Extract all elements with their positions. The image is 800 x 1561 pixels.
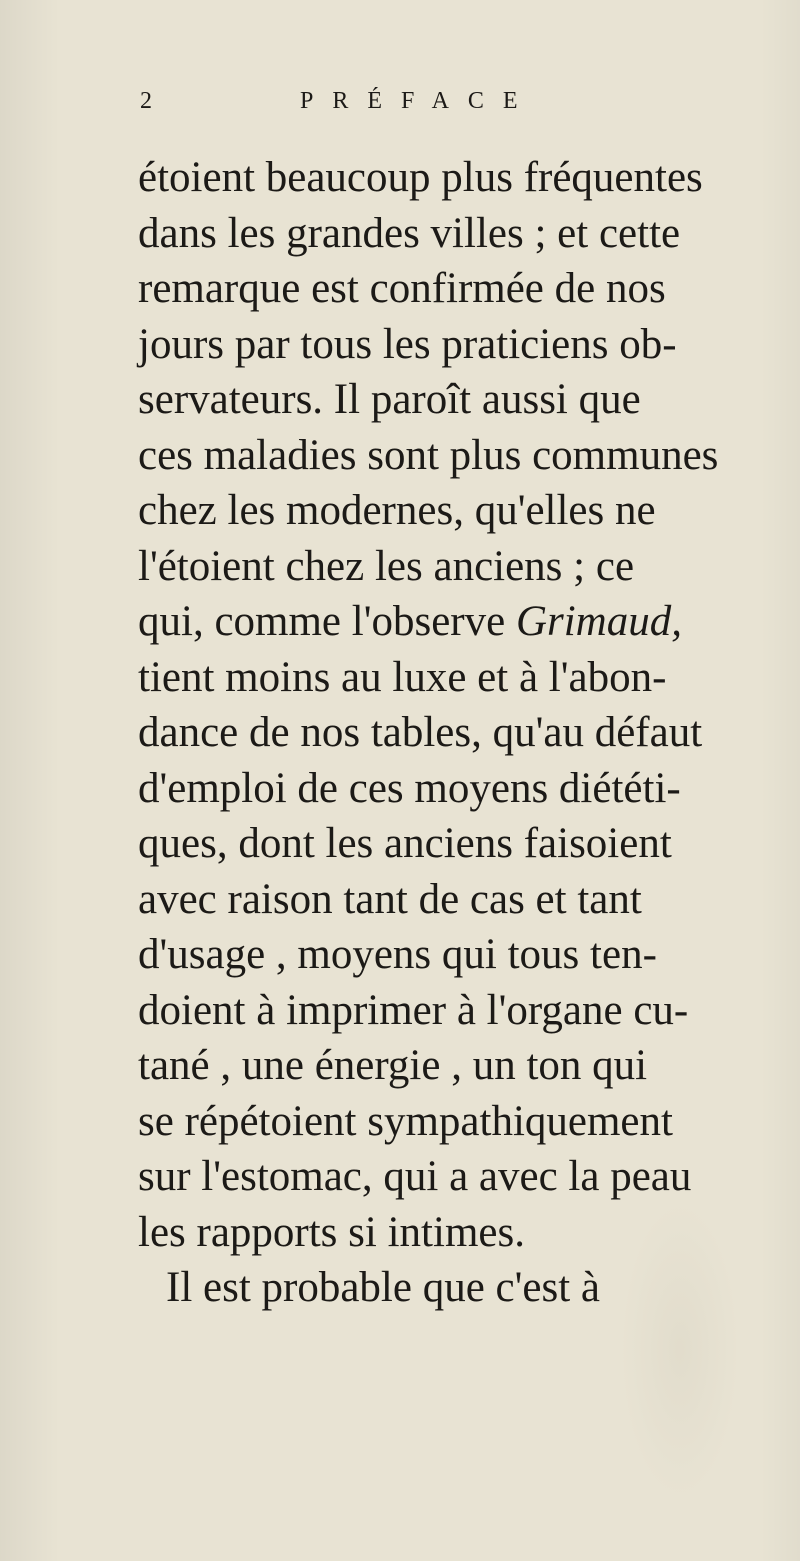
text-line [138, 594, 788, 650]
text-line: tané , une énergie , un ton qui [138, 1042, 648, 1089]
text-line: servateurs. Il paroît aussi que [138, 376, 641, 423]
text-line: dance de nos tables, qu'au défaut [138, 709, 703, 756]
paragraph-start-line: Il est probable que c'est à [166, 1264, 600, 1311]
section-title: PRÉFACE [300, 88, 537, 114]
text-line: se répétoient sympathiquement [138, 1097, 673, 1145]
text-segment: qui, comme l'observe [138, 598, 506, 645]
text-line: les rapports si intimes. [138, 1208, 525, 1256]
text-line: tient moins au luxe et à l'abon- [138, 653, 667, 701]
paper-smudge [620, 1200, 740, 1500]
text-line: l'étoient chez les anciens ; ce [138, 542, 635, 590]
body-text [138, 150, 788, 1316]
text-line: ques, dont les anciens faisoient [138, 820, 672, 867]
text-line: ces maladies sont plus communes [138, 431, 719, 479]
text-line: sur l'estomac, qui a avec la peau [138, 1153, 692, 1200]
text-line: d'emploi de ces moyens diététi- [138, 764, 681, 812]
text-line: d'usage , moyens qui tous ten- [138, 931, 657, 978]
page-number: 2 [140, 88, 152, 114]
text-line: étoient beaucoup plus fréquentes [138, 154, 703, 201]
text-line: remarque est confirmée de nos [138, 265, 666, 312]
text-line: dans les grandes villes ; et cette [138, 209, 681, 257]
text-line: avec raison tant de cas et tant [138, 875, 642, 923]
text-line: doient à imprimer à l'organe cu- [138, 986, 689, 1034]
author-name: Grimaud, [515, 598, 682, 645]
text-line: chez les modernes, qu'elles ne [138, 487, 656, 534]
running-head [140, 88, 700, 128]
text-line: jours par tous les praticiens ob- [138, 320, 677, 368]
